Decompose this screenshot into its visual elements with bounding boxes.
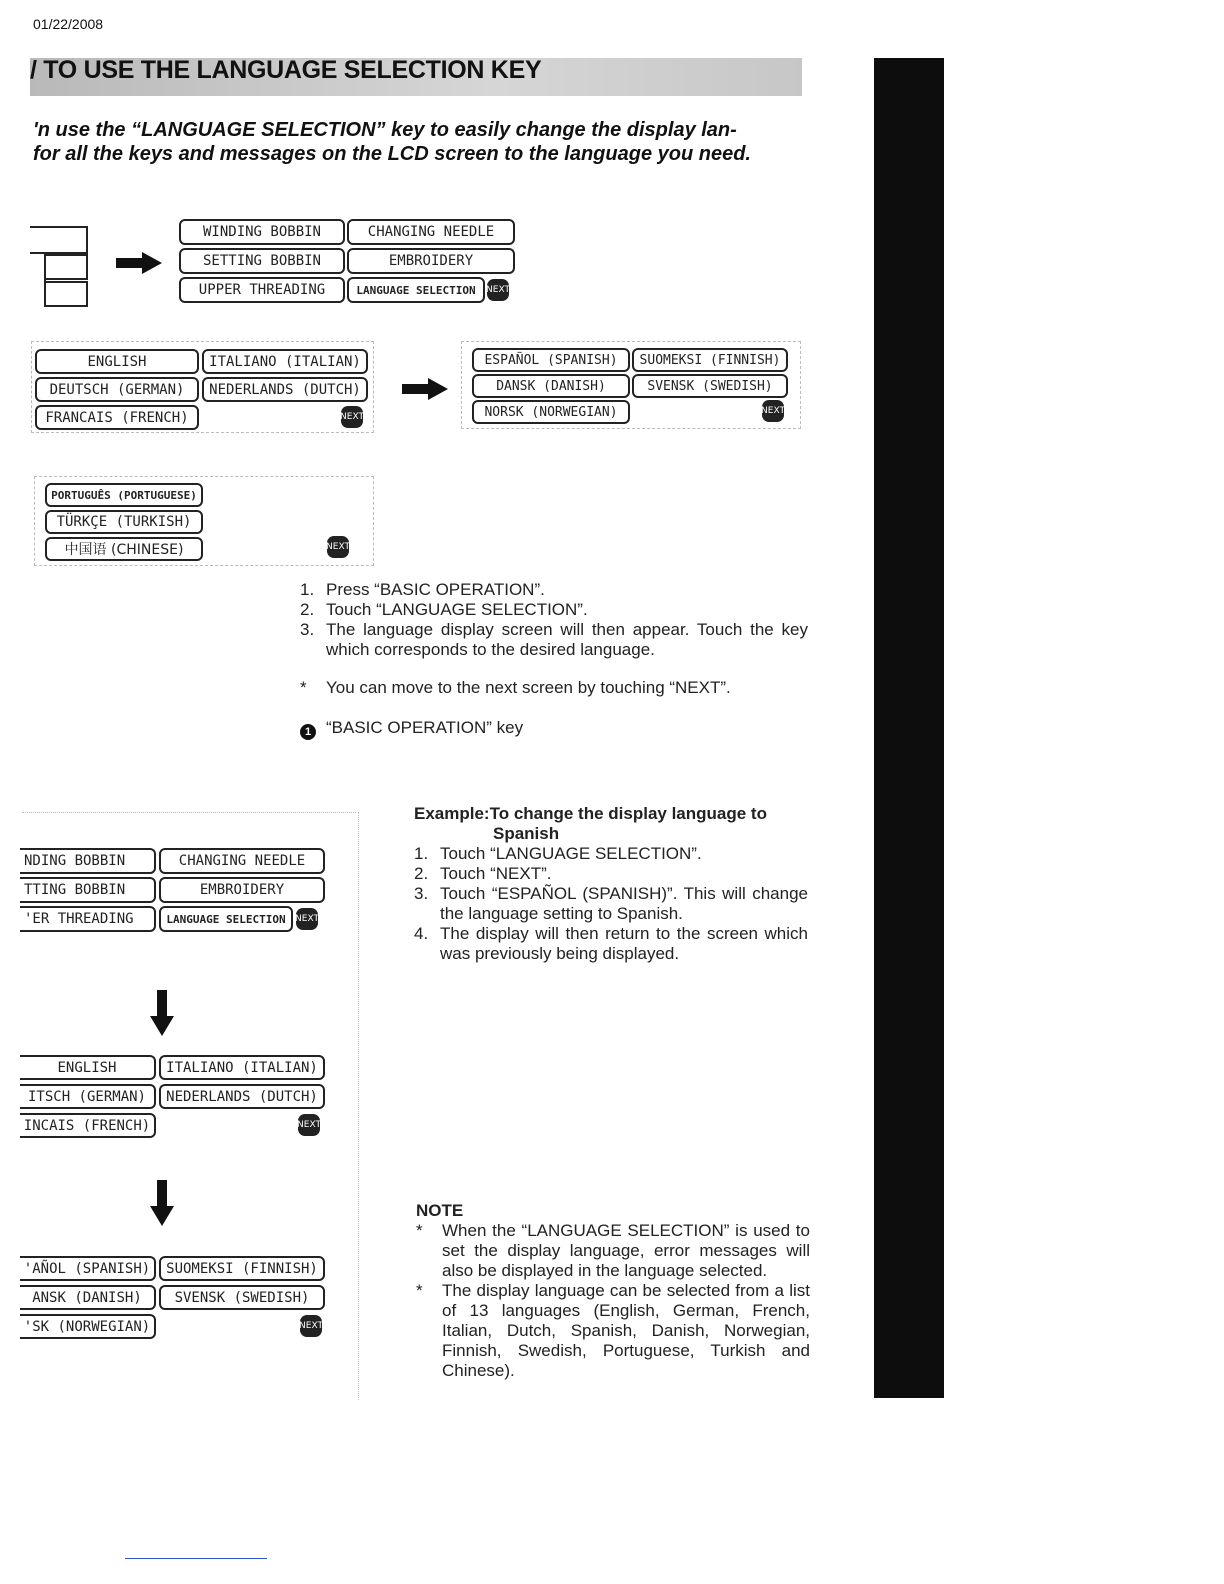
changing-needle-key[interactable]: CHANGING NEEDLE	[159, 848, 325, 874]
suomeksi-key[interactable]: SUOMEKSI (FINNISH)	[632, 348, 788, 372]
lcd-language-page-2	[461, 341, 801, 429]
instructions	[300, 580, 808, 740]
footer-rule	[125, 1558, 267, 1559]
next-key[interactable]: NEXT	[341, 406, 363, 428]
english-key[interactable]: ENGLISH	[20, 1055, 156, 1080]
dansk-key[interactable]: ANSK (DANISH)	[20, 1285, 156, 1310]
lcd-language-page-3	[34, 476, 374, 566]
page-date: 01/22/2008	[33, 16, 104, 32]
upper-threading-key[interactable]: UPPER THREADING	[179, 277, 345, 303]
changing-needle-key[interactable]: CHANGING NEEDLE	[347, 219, 515, 245]
winding-bobbin-key[interactable]: NDING BOBBIN	[20, 848, 156, 874]
turkce-key[interactable]: TÜRKÇE (TURKISH)	[45, 510, 203, 534]
next-key[interactable]: NEXT	[487, 279, 509, 301]
norsk-key[interactable]: NORSK (NORWEGIAN)	[472, 400, 630, 424]
stub-divider	[30, 254, 46, 307]
svensk-key[interactable]: SVENSK (SWEDISH)	[632, 374, 788, 398]
language-selection-key[interactable]: LANGUAGE SELECTION	[347, 277, 485, 303]
column-divider	[358, 812, 359, 1400]
english-key[interactable]: ENGLISH	[35, 349, 199, 374]
language-selection-key[interactable]: LANGUAGE SELECTION	[159, 906, 293, 932]
nederlands-key[interactable]: NEDERLANDS (DUTCH)	[159, 1084, 325, 1109]
page-edge-bar	[874, 58, 944, 1398]
deutsch-key[interactable]: DEUTSCH (GERMAN)	[35, 377, 199, 402]
setting-bobbin-key[interactable]: TTING BOBBIN	[20, 877, 156, 903]
callout-1: 1 “BASIC OPERATION” key	[300, 718, 808, 740]
callout-number-icon: 1	[300, 724, 316, 740]
intro-line-2: for all the keys and messages on the LCD screen to the language you need.	[33, 143, 751, 165]
example-lcd-basic	[20, 845, 330, 935]
next-key[interactable]: NEXT	[298, 1114, 320, 1136]
nederlands-key[interactable]: NEDERLANDS (DUTCH)	[202, 377, 368, 402]
next-key[interactable]: NEXT	[300, 1315, 322, 1337]
example-lcd-language-1	[20, 1052, 330, 1142]
francais-key[interactable]: INCAIS (FRENCH)	[20, 1113, 156, 1138]
arrow-down-icon	[150, 990, 174, 1036]
panel-top-line	[22, 812, 356, 813]
svensk-key[interactable]: SVENSK (SWEDISH)	[159, 1285, 325, 1310]
intro-text	[33, 118, 751, 166]
portugues-key[interactable]: PORTUGUÊS (PORTUGUESE)	[45, 483, 203, 507]
step-2: 2. Touch “LANGUAGE SELECTION”.	[300, 600, 588, 619]
page-title: / TO USE THE LANGUAGE SELECTION KEY	[30, 56, 542, 84]
espanol-key[interactable]: 'AÑOL (SPANISH)	[20, 1256, 156, 1281]
example-heading: Example:To change the display language to	[414, 804, 767, 823]
arrow-down-icon	[150, 1180, 174, 1226]
stub-key	[44, 281, 88, 307]
note-section	[416, 1201, 810, 1381]
note-item-1: * When the “LANGUAGE SELECTION” is used to set the display language, error messages will also be displayed in the language selected.	[416, 1221, 810, 1280]
francais-key[interactable]: FRANCAIS (FRENCH)	[35, 405, 199, 430]
example-step-1: 1. Touch “LANGUAGE SELECTION”.	[414, 844, 702, 863]
norsk-key[interactable]: 'SK (NORWEGIAN)	[20, 1314, 156, 1339]
embroidery-key[interactable]: EMBROIDERY	[159, 877, 325, 903]
chinese-key[interactable]: 中国语 (CHINESE)	[45, 537, 203, 561]
italiano-key[interactable]: ITALIANO (ITALIAN)	[202, 349, 368, 374]
example-heading-line-2: Spanish	[493, 824, 560, 843]
deutsch-key[interactable]: ITSCH (GERMAN)	[20, 1084, 156, 1109]
intro-line-1: 'n use the “LANGUAGE SELECTION” key to easily change the display lan-	[33, 119, 737, 141]
lcd-language-page-1	[31, 341, 374, 433]
next-key[interactable]: NEXT	[296, 908, 318, 930]
embroidery-key[interactable]: EMBROIDERY	[347, 248, 515, 274]
setting-bobbin-key[interactable]: SETTING BOBBIN	[179, 248, 345, 274]
example-step-4: 4. The display will then return to the screen which was previously being displayed.	[414, 924, 808, 963]
lcd-basic-operation	[177, 216, 517, 308]
note-heading: NOTE	[416, 1201, 464, 1220]
example-lcd-language-2	[20, 1253, 330, 1343]
example-step-3: 3. Touch “ESPAÑOL (SPANISH)”. This will change the language setting to Spanish.	[414, 884, 808, 923]
winding-bobbin-key[interactable]: WINDING BOBBIN	[179, 219, 345, 245]
stub-key	[44, 254, 88, 280]
example-step-2: 2. Touch “NEXT”.	[414, 864, 552, 883]
espanol-key[interactable]: ESPAÑOL (SPANISH)	[472, 348, 630, 372]
upper-threading-key[interactable]: 'ER THREADING	[20, 906, 156, 932]
step-3: 3. The language display screen will then appear. Touch the key which corresponds to the desired language.	[300, 620, 808, 659]
note-item-2: * The display language can be selected from a list of 13 languages (English, German, French, Italian, Dutch, Spanish, Danish, Norwegian, Finnish, Swedish, Portuguese, Turkish and Chinese).	[416, 1281, 810, 1380]
stub-key	[30, 226, 88, 254]
next-key[interactable]: NEXT	[327, 536, 349, 558]
example-section	[414, 804, 808, 964]
next-note: * You can move to the next screen by touching “NEXT”.	[300, 678, 731, 697]
next-key[interactable]: NEXT	[762, 400, 784, 422]
suomeksi-key[interactable]: SUOMEKSI (FINNISH)	[159, 1256, 325, 1281]
arrow-right-icon	[402, 378, 448, 400]
arrow-right-icon	[116, 252, 162, 274]
step-1: 1. Press “BASIC OPERATION”.	[300, 580, 545, 599]
dansk-key[interactable]: DANSK (DANISH)	[472, 374, 630, 398]
italiano-key[interactable]: ITALIANO (ITALIAN)	[159, 1055, 325, 1080]
